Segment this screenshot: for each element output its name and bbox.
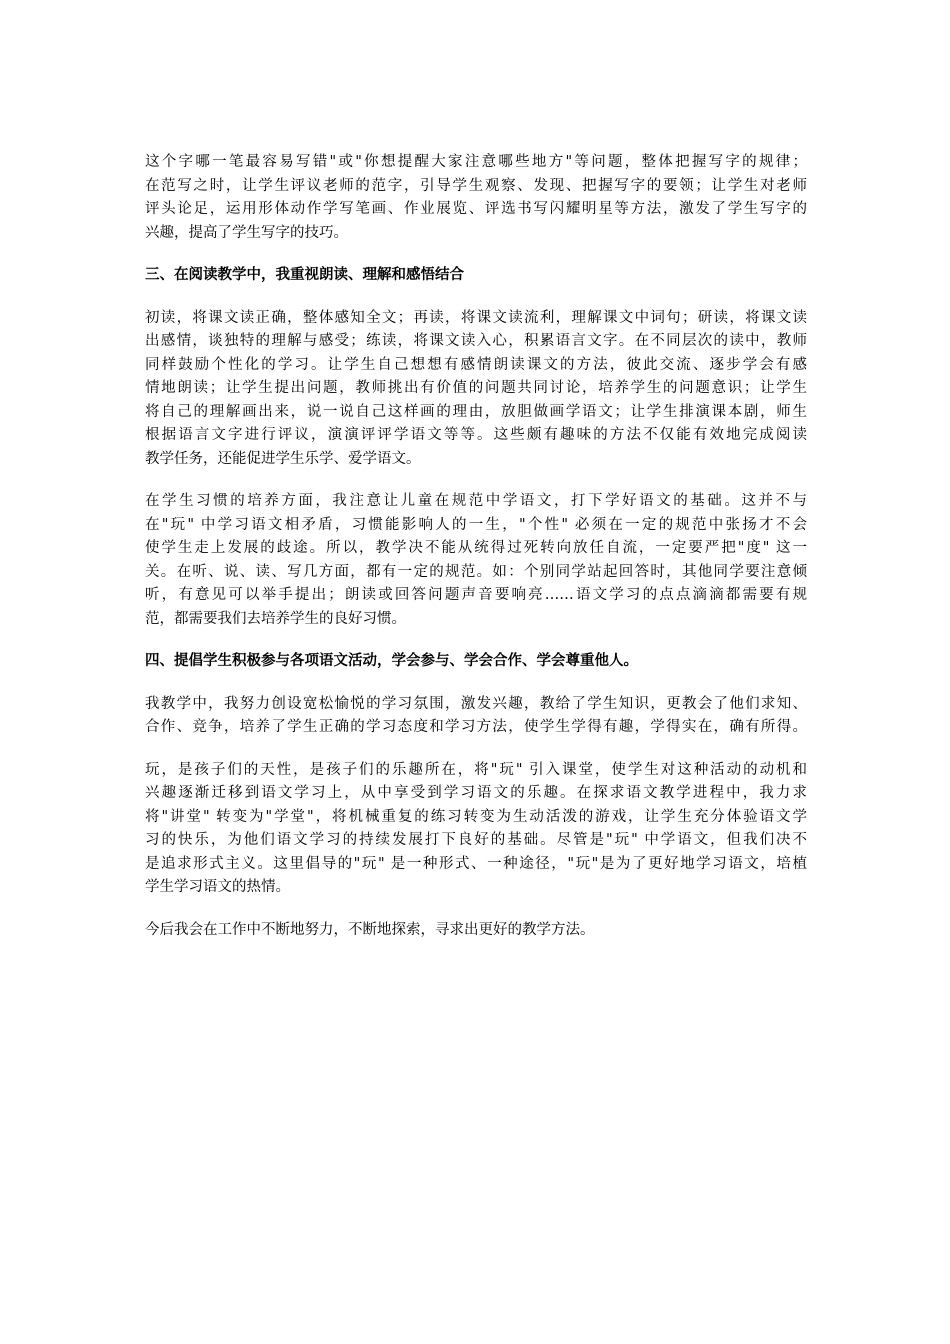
text-line: 合作、竞争，培养了学生正确的学习态度和学习方法，使学生学得有趣，学得实在，确有所得。 [145,719,807,735]
text-line: 初读，将课文读正确，整体感知全文；再读，将课文读流利，理解课文中词句；研读，将课文读 [145,309,807,326]
body-paragraph [145,919,807,943]
body-paragraph [145,693,807,740]
text-line: 出感情，谈独特的理解与感受；练读，将课文读入心，积累语言文字。在不同层次的读中，教师 [145,333,807,349]
text-line: 这个字哪一笔最容易写错"或"你想提醒大家注意哪些地方"等问题，整体把握写字的规律； [145,154,807,170]
text-line: 将自己的理解画出来，说一说自己这样画的理由，放胆做画学语文；让学生排演课本剧，师生 [145,403,807,420]
text-line: 评头论足，运用形体动作学写笔画、作业展览、评选书写闪耀明星等方法，激发了学生写字的 [145,201,807,217]
text-line: 玩，是孩子们的天性，是孩子们的乐趣所在，将"玩" 引入课堂，使学生对这种活动的动机和 [145,761,807,778]
section-heading: 四、提倡学生积极参与各项语文活动，学会参与、学会合作、学会尊重他人。 [145,653,638,669]
text-line: 习的快乐，为他们语文学习的持续发展打下良好的基础。尽管是"玩" 中学语文，但我们决不 [145,832,807,848]
text-line: 关。在听、说、读、写几方面，都有一定的规范。如：个别同学站起回答时，其他同学要注意倾 [145,563,807,580]
document-body [145,151,807,961]
body-paragraph [145,151,807,245]
text-line: 同样鼓励个性化的学习。让学生自己想想有感情朗读课文的方法，彼此交流、逐步学会有感 [145,356,807,373]
text-line: 听，有意见可以举手提出；朗读或回答问题声音要响亮……语文学习的点点滴滴都需要有规 [145,587,807,603]
text-line: 使学生走上发展的歧途。所以，教学决不能从统得过死转向放任自流，一定要严把"度" 这一 [145,540,807,556]
text-line: 学生学习语文的热情。 [145,879,290,895]
text-line: 我教学中，我努力创设宽松愉悦的学习氛围，激发兴趣，教给了学生知识，更教会了他们求知、 [145,695,807,712]
body-paragraph [145,307,807,472]
text-line: 根据语言文字进行评议，演演评评学语文等等。这些颇有趣味的方法不仅能有效地完成阅读 [145,427,807,443]
text-line: 兴趣，提高了学生写字的技巧。 [145,224,348,241]
text-line: 情地朗读；让学生提出问题，教师挑出有价值的问题共同讨论，培养学生的问题意识；让学生 [145,380,807,396]
text-line: 范，都需要我们去培养学生的良好习惯。 [145,610,406,627]
text-line: 教学任务，还能促进学生乐学、爱学语文。 [145,450,421,467]
text-line: 是追求形式主义。这里倡导的"玩" 是一种形式、一种途径，"玩"是为了更好地学习语文，培植 [145,855,807,872]
section-heading: 三、在阅读教学中，我重视朗读、理解和感悟结合 [145,267,464,283]
text-line: 将"讲堂" 转变为"学堂"，将机械重复的练习转变为生动活泼的游戏，让学生充分体验语文学 [145,808,807,825]
text-line: 在学生习惯的培养方面，我注意让儿童在规范中学语文，打下学好语文的基础。这并不与 [145,493,807,509]
text-line: 在"玩" 中学习语文相矛盾，习惯能影响人的一生，"个性" 必须在一定的规范中张扬才不会 [145,516,807,533]
text-line: 在范写之时，让学生评议老师的范字，引导学生观察、发现、把握写字的要领；让学生对老师 [145,177,807,194]
body-paragraph [145,490,807,631]
body-paragraph [145,759,807,900]
text-line: 兴趣逐渐迁移到语文学习上，从中享受到学习语文的乐趣。在探求语文教学进程中，我力求 [145,785,807,801]
text-line: 今后我会在工作中不断地努力，不断地探索，寻求出更好的教学方法。 [145,921,595,938]
